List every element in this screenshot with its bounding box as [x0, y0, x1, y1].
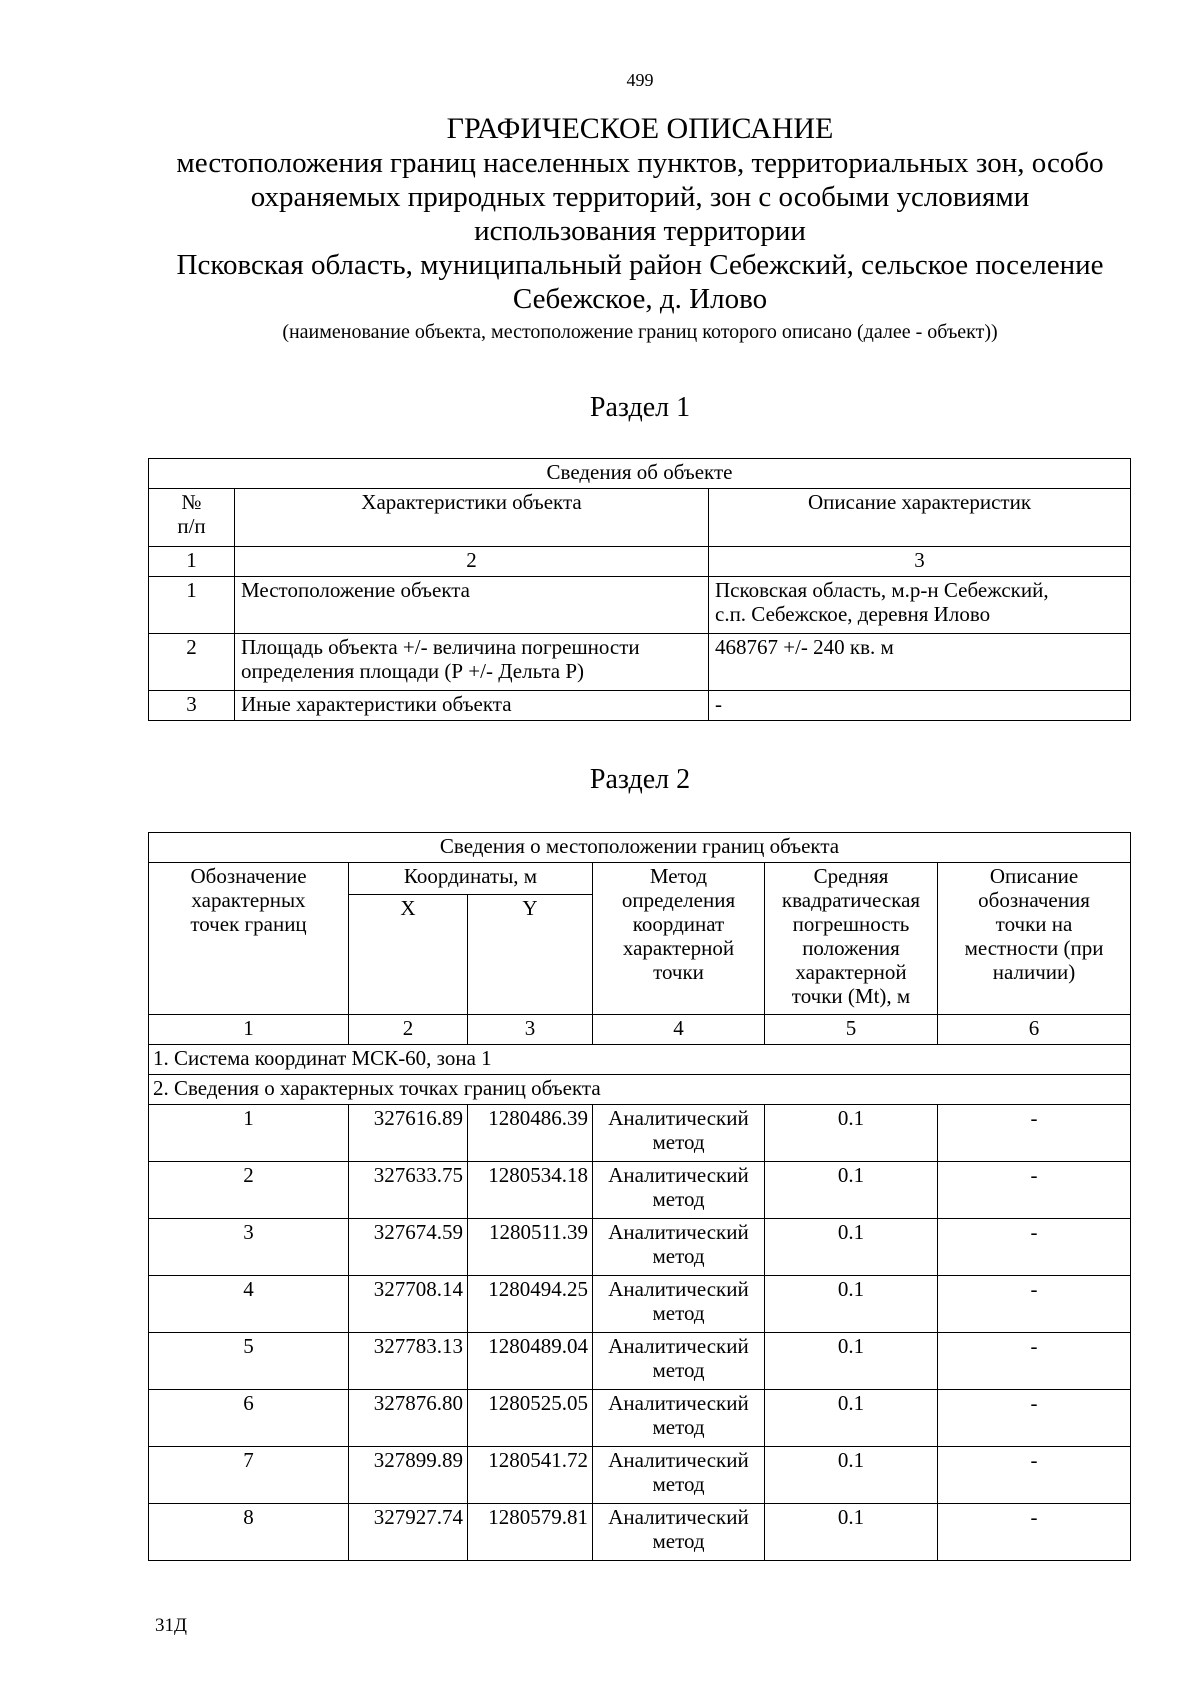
method-line: метод	[652, 1472, 705, 1496]
point-method	[593, 1333, 765, 1390]
header-desc	[938, 863, 1131, 1015]
point-method	[593, 1105, 765, 1162]
point-mt: 0.1	[765, 1504, 938, 1561]
point-id: 8	[149, 1504, 349, 1561]
characteristic-line: Площадь объекта +/- величина погрешности	[241, 635, 640, 659]
coordinate-system-row: 1. Система координат МСК-60, зона 1	[149, 1045, 1131, 1075]
point-id: 7	[149, 1447, 349, 1504]
table2-colnum-6: 6	[938, 1015, 1131, 1045]
point-method	[593, 1504, 765, 1561]
table-row	[149, 1504, 1131, 1561]
point-method	[593, 1276, 765, 1333]
method-line: метод	[652, 1301, 705, 1325]
row-num: 3	[149, 691, 235, 721]
section1-heading: Раздел 1	[589, 392, 691, 423]
header-text: точки (Mt), м	[791, 984, 911, 1008]
row-description: 468767 +/- 240 кв. м	[709, 634, 1131, 691]
point-y: 1280534.18	[468, 1162, 593, 1219]
method-line: метод	[652, 1130, 705, 1154]
header-text: Обозначение	[190, 864, 307, 888]
table-row	[149, 1390, 1131, 1447]
title-line-3: использования территории	[474, 215, 806, 247]
method-line: Аналитический	[608, 1163, 749, 1187]
table1-colnum-3: 3	[709, 547, 1131, 577]
header-coords: Координаты, м	[349, 863, 593, 895]
point-x: 327674.59	[349, 1219, 468, 1276]
document-title: ГРАФИЧЕСКОЕ ОПИСАНИЕ	[446, 112, 834, 145]
point-id: 5	[149, 1333, 349, 1390]
header-x: X	[349, 895, 468, 1015]
characteristic-line: определения площади (Р +/- Дельта Р)	[241, 659, 585, 683]
table2-colnum-4: 4	[593, 1015, 765, 1045]
header-text: характерных	[191, 888, 306, 912]
header-text: Средняя	[813, 864, 889, 888]
description-line: с.п. Себежское, деревня Илово	[715, 602, 991, 626]
point-y: 1280511.39	[468, 1219, 593, 1276]
row-characteristic: Иные характеристики объекта	[235, 691, 709, 721]
table-row	[149, 1333, 1131, 1390]
point-y: 1280494.25	[468, 1276, 593, 1333]
point-y: 1280486.39	[468, 1105, 593, 1162]
point-mt: 0.1	[765, 1162, 938, 1219]
point-mt: 0.1	[765, 1276, 938, 1333]
point-id: 2	[149, 1162, 349, 1219]
method-line: Аналитический	[608, 1505, 749, 1529]
point-desc: -	[938, 1390, 1131, 1447]
title-line-1: местоположения границ населенных пунктов, территориальных зон, особо	[176, 147, 1104, 179]
header-text: Описание	[989, 864, 1079, 888]
table1-header-num	[149, 489, 235, 547]
row-num: 1	[149, 577, 235, 634]
header-text: точки на	[995, 912, 1073, 936]
method-line: метод	[652, 1358, 705, 1382]
row-characteristic: Местоположение объекта	[235, 577, 709, 634]
method-line: метод	[652, 1529, 705, 1553]
point-x: 327616.89	[349, 1105, 468, 1162]
table-row	[149, 1219, 1131, 1276]
point-method	[593, 1447, 765, 1504]
row-num: 2	[149, 634, 235, 691]
point-y: 1280525.05	[468, 1390, 593, 1447]
header-text: характерной	[622, 936, 735, 960]
header-text: точек границ	[190, 912, 307, 936]
header-method	[593, 863, 765, 1015]
header-num-pp: п/п	[177, 514, 206, 538]
point-x: 327633.75	[349, 1162, 468, 1219]
table1-colnum-2: 2	[235, 547, 709, 577]
point-x: 327876.80	[349, 1390, 468, 1447]
description-line: Псковская область, м.р-н Себежский,	[715, 578, 1049, 602]
point-x: 327783.13	[349, 1333, 468, 1390]
row-description	[709, 577, 1131, 634]
table-row	[149, 634, 1131, 691]
header-text: наличии)	[992, 960, 1076, 984]
table-row	[149, 1276, 1131, 1333]
point-desc: -	[938, 1447, 1131, 1504]
object-info-table	[148, 458, 1131, 721]
table-row	[149, 691, 1131, 721]
table2-colnum-3: 3	[468, 1015, 593, 1045]
header-text: Метод	[649, 864, 708, 888]
point-desc: -	[938, 1504, 1131, 1561]
method-line: Аналитический	[608, 1106, 749, 1130]
page-number: 499	[626, 70, 654, 90]
method-line: метод	[652, 1415, 705, 1439]
point-x: 327708.14	[349, 1276, 468, 1333]
table1-colnum-1: 1	[149, 547, 235, 577]
row-characteristic	[235, 634, 709, 691]
row-description: -	[709, 691, 1131, 721]
table1-header-characteristics: Характеристики объекта	[235, 489, 709, 547]
table2-colnum-5: 5	[765, 1015, 938, 1045]
header-text: определения	[621, 888, 736, 912]
point-mt: 0.1	[765, 1105, 938, 1162]
header-text: положения	[802, 936, 900, 960]
title-line-4: Псковская область, муниципальный район Себежский, сельское поселение	[176, 249, 1104, 281]
method-line: Аналитический	[608, 1391, 749, 1415]
table1-title: Сведения об объекте	[149, 459, 1131, 489]
method-line: Аналитический	[608, 1334, 749, 1358]
point-mt: 0.1	[765, 1447, 938, 1504]
table2-colnum-2: 2	[349, 1015, 468, 1045]
point-desc: -	[938, 1333, 1131, 1390]
method-line: метод	[652, 1244, 705, 1268]
point-x: 327899.89	[349, 1447, 468, 1504]
footer-mark: 31Д	[155, 1615, 187, 1636]
method-line: Аналитический	[608, 1277, 749, 1301]
header-text: обозначения	[978, 888, 1090, 912]
header-error	[765, 863, 938, 1015]
header-text: характерной	[795, 960, 907, 984]
method-line: Аналитический	[608, 1448, 749, 1472]
method-line: Аналитический	[608, 1220, 749, 1244]
point-id: 1	[149, 1105, 349, 1162]
points-info-row: 2. Сведения о характерных точках границ объекта	[149, 1075, 1131, 1105]
point-desc: -	[938, 1219, 1131, 1276]
header-text: квадратическая	[781, 888, 921, 912]
point-method	[593, 1390, 765, 1447]
table1-header-description: Описание характеристик	[709, 489, 1131, 547]
title-block	[140, 112, 1140, 346]
point-method	[593, 1162, 765, 1219]
table-row	[149, 1162, 1131, 1219]
point-y: 1280579.81	[468, 1504, 593, 1561]
header-text: погрешность	[792, 912, 910, 936]
section2-heading: Раздел 2	[589, 764, 691, 795]
header-text: координат	[632, 912, 725, 936]
table-row	[149, 577, 1131, 634]
point-mt: 0.1	[765, 1219, 938, 1276]
table-row	[149, 1105, 1131, 1162]
title-line-2: охраняемых природных территорий, зон с особыми условиями	[250, 181, 1030, 213]
point-desc: -	[938, 1162, 1131, 1219]
method-line: метод	[652, 1187, 705, 1211]
point-id: 4	[149, 1276, 349, 1333]
header-num-symbol: №	[181, 490, 202, 514]
title-line-5: Себежское, д. Илово	[512, 283, 768, 315]
point-mt: 0.1	[765, 1390, 938, 1447]
point-desc: -	[938, 1105, 1131, 1162]
point-mt: 0.1	[765, 1333, 938, 1390]
header-text: точки	[653, 960, 704, 984]
boundary-points-table	[148, 832, 1131, 1561]
header-text: местности (при	[964, 936, 1104, 960]
point-method	[593, 1219, 765, 1276]
point-desc: -	[938, 1276, 1131, 1333]
point-y: 1280489.04	[468, 1333, 593, 1390]
point-x: 327927.74	[349, 1504, 468, 1561]
point-id: 6	[149, 1390, 349, 1447]
points-body	[149, 1105, 1131, 1561]
header-points	[149, 863, 349, 1015]
table2-colnum-1: 1	[149, 1015, 349, 1045]
point-id: 3	[149, 1219, 349, 1276]
title-caption: (наименование объекта, местоположение границ которого описано (далее - объект))	[282, 321, 998, 343]
table-row	[149, 1447, 1131, 1504]
table2-title: Сведения о местоположении границ объекта	[149, 833, 1131, 863]
point-y: 1280541.72	[468, 1447, 593, 1504]
header-y: Y	[468, 895, 593, 1015]
